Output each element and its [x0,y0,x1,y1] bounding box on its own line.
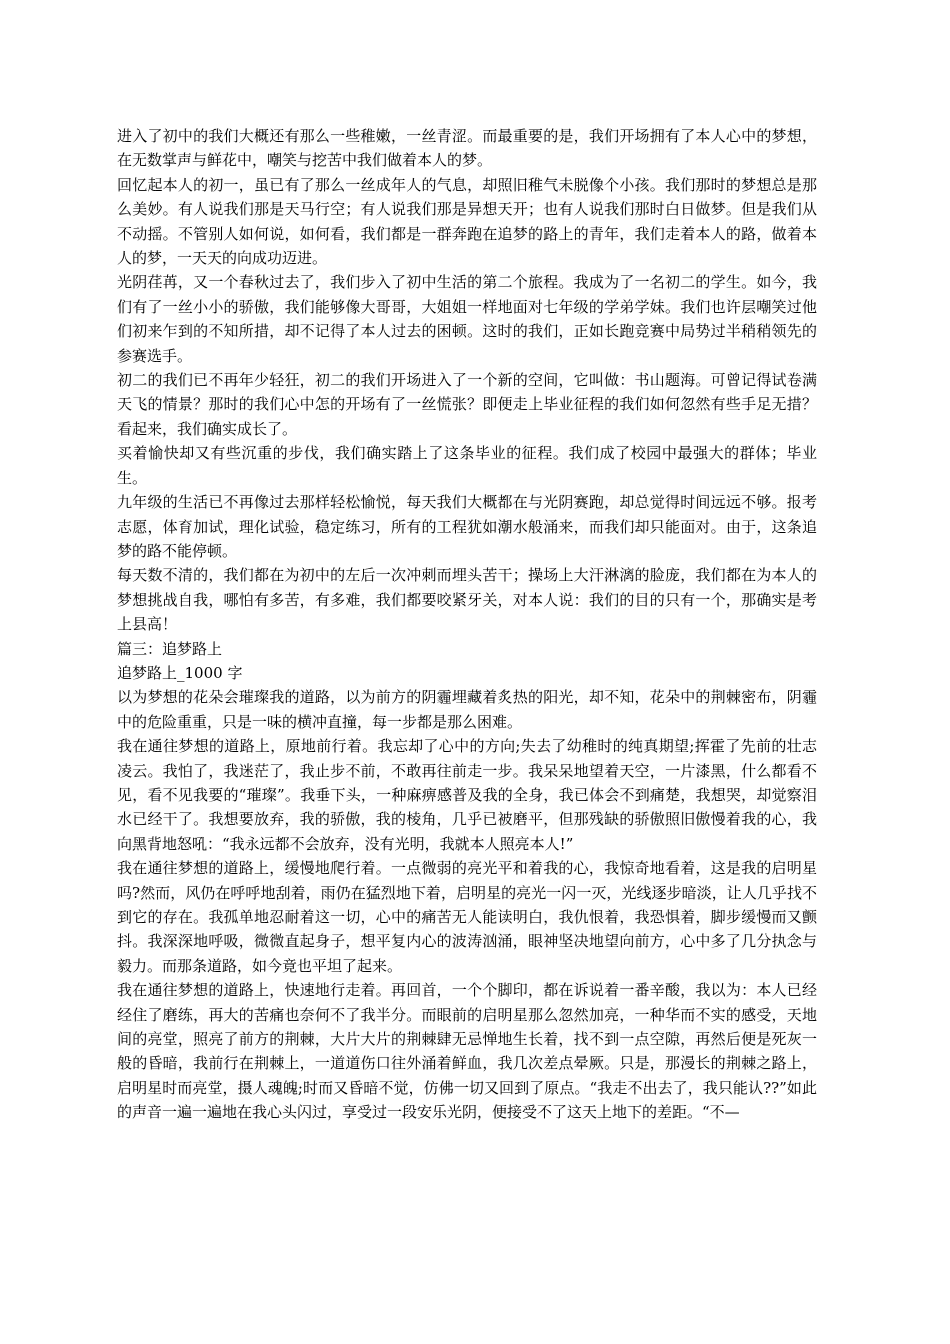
paragraph-8: 以为梦想的花朵会璀璨我的道路，以为前方的阴霾埋藏着炙热的阳光，却不知，花朵中的荆棘密布，阴霾中的危险重重，只是一味的横冲直撞，每一步都是那么困难。 [117,688,817,731]
paragraph-2: 回忆起本人的初一，虽已有了那么一丝成年人的气息，却照旧稚气未脱像个小孩。我们那时的梦想总是那么美妙。有人说我们那是天马行空；有人说我们那是异想天开；也有人说我们那时白日做梦。但是我们从不动摇。不管别人如何说，如何看，我们都是一群奔跑在追梦的路上的青年，我们走着本人的路，做着本人的梦，一天天的向成功迈进。 [117,175,817,268]
paragraph-9: 我在通往梦想的道路上，原地前行着。我忘却了心中的方向;失去了幼稚时的纯真期望;挥霍了先前的壮志凌云。我怕了，我迷茫了，我止步不前，不敢再往前走一步。我呆呆地望着天空，一片漆黑，什么都看不见，看不见我要的“璀璨”。我垂下头，一种麻痹感普及我的全身，我已体会不到痛楚，我想哭，却觉察泪水已经干了。我想要放弃，我的骄傲，我的棱角，几乎已被磨平，但那残缺的骄傲照旧傲慢着我的心，我向黑背地怒吼：“我永远都不会放弃，没有光明，我就本人照亮本人!” [117,737,817,853]
paragraph-5: 买着愉快却又有些沉重的步伐，我们确实踏上了这条毕业的征程。我们成了校园中最强大的群体；毕业生。 [117,444,817,487]
section-title: 篇三：追梦路上 [117,639,223,658]
paragraph-4: 初二的我们已不再年少轻狂，初二的我们开场进入了一个新的空间，它叫做：书山题海。可曾记得试卷满天飞的情景？那时的我们心中怎的开场有了一丝慌张？即便走上毕业征程的我们如何忽然有些手足无措？看起来，我们确实成长了。 [117,371,817,438]
article-subtitle: 追梦路上_1000 字 [117,663,243,682]
paragraph-10: 我在通往梦想的道路上，缓慢地爬行着。一点微弱的亮光平和着我的心，我惊奇地看着，这是我的启明星吗?然而，风仍在呼呼地刮着，雨仍在猛烈地下着，启明星的亮光一闪一灭，光线逐步暗淡，让人几乎找不到它的存在。我孤单地忍耐着这一切，心中的痛苦无人能读明白，我仇恨着，我恐惧着，脚步缓慢而又颤抖。我深深地呼吸，微微直起身子，想平复内心的波涛汹涌，眼神坚决地望向前方，心中多了几分执念与毅力。而那条道路，如今竟也平坦了起来。 [117,859,817,975]
paragraph-1: 进入了初中的我们大概还有那么一些稚嫩，一丝青涩。而最重要的是，我们开场拥有了本人心中的梦想，在无数掌声与鲜花中，嘲笑与挖苦中我们做着本人的梦。 [117,127,817,170]
paragraph-7: 每天数不清的，我们都在为初中的左后一次冲刺而埋头苦干；操场上大汗淋漓的脸庞，我们都在为本人的梦想挑战自我，哪怕有多苦，有多难，我们都要咬紧牙关，对本人说：我们的目的只有一个，那确实是考上县高！ [117,566,817,634]
paragraph-6: 九年级的生活已不再像过去那样轻松愉悦，每天我们大概都在与光阴赛跑，却总觉得时间远远不够。报考志愿，体育加试，理化试验，稳定练习，所有的工程犹如潮水般涌来，而我们却只能面对。由于，这条追梦的路不能停顿。 [117,493,817,560]
document-page [117,124,817,1125]
paragraph-11: 我在通往梦想的道路上，快速地行走着。再回首，一个个脚印，都在诉说着一番辛酸，我以为：本人已经经住了磨练，再大的苦痛也奈何不了我半分。而眼前的启明星那么忽然加亮，一种华而不实的感受，天地间的亮堂，照亮了前方的荆棘，大片大片的荆棘肆无忌惮地生长着，找不到一点空隙，再然后便是死灰一般的昏暗，我前行在荆棘上，一道道伤口往外涌着鲜血，我几次差点晕厥。只是，那漫长的荆棘之路上，启明星时而亮堂，摄人魂魄;时而又昏暗不觉，仿佛一切又回到了原点。“我走不出去了，我只能认??”如此的声音一遍一遍地在我心头闪过，享受过一段安乐光阴，便接受不了这天上地下的差距。“不— [117,981,817,1122]
paragraph-3: 光阴荏苒，又一个春秋过去了，我们步入了初中生活的第二个旅程。我成为了一名初二的学生。如今，我们有了一丝小小的骄傲，我们能够像大哥哥，大姐姐一样地面对七年级的学弟学妹。我们也许层嘲笑过他们初来乍到的不知所措，却不记得了本人过去的困顿。这时的我们，正如长跑竞赛中局势过半稍稍领先的参赛选手。 [117,273,817,365]
